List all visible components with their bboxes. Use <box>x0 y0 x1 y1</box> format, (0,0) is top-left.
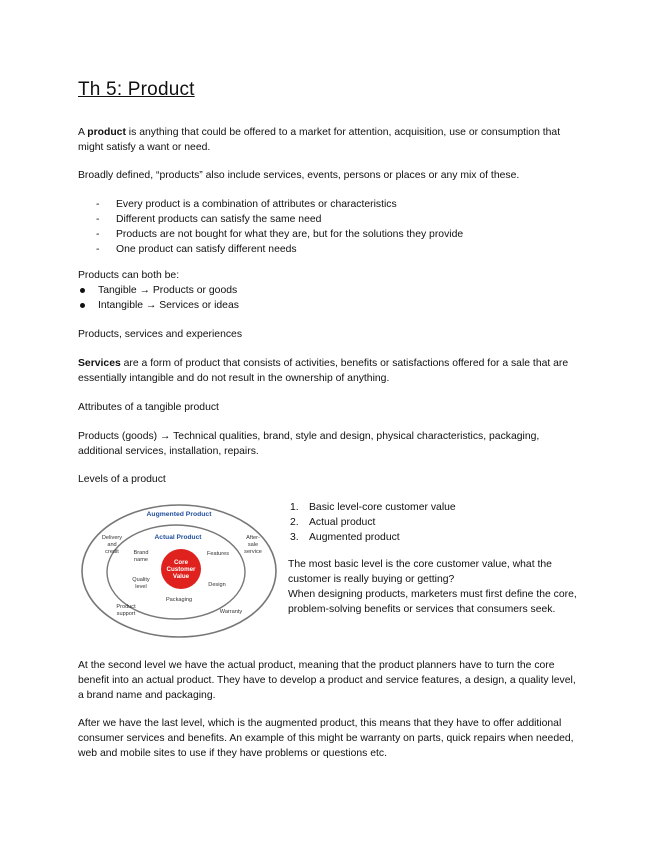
actual-label: Actual Product <box>154 534 202 541</box>
broadly-paragraph: Broadly defined, “products” also include services, events, persons or places or any mix of these. <box>78 170 520 181</box>
list-item: - Products are not bought for what they are, but for the solutions they provide <box>96 229 464 240</box>
bullet-icon <box>80 303 85 308</box>
levels-list <box>290 500 456 545</box>
after-sale-label-3: service <box>244 549 262 555</box>
services-paragraph: Services are a form of product that consists of activities, benefits or satisfactions offered for a sale that are essentially intangible and do not result in the ownership of anything. <box>78 358 569 384</box>
list-item: - Every product is a combination of attributes or characteristics <box>96 199 397 210</box>
dash-list <box>96 197 463 257</box>
warranty-label: Warranty <box>219 609 243 615</box>
core-paragraph: The most basic level is the core customer value, what the customer is really buying or getting? <box>288 559 552 585</box>
quality-label-1: Quality <box>132 577 150 583</box>
bullet-list <box>78 283 239 313</box>
attributes-heading: Attributes of a tangible product <box>78 402 219 413</box>
list-item: Tangible → Products or goods <box>78 283 239 298</box>
list-item: 1. Basic level-core customer value <box>290 502 456 513</box>
list-item: - One product can satisfy different needs <box>96 244 297 255</box>
intro-paragraph: A product is anything that could be offered to a market for attention, acquisition, use or consumption that might satisfy a want or need. <box>78 127 561 153</box>
levels-heading: Levels of a product <box>78 474 166 485</box>
brand-label-1: Brand <box>133 550 149 556</box>
services-term: Services <box>78 358 121 369</box>
list-item: 3. Augmented product <box>290 532 400 543</box>
core-label-2: Customer <box>166 566 196 573</box>
support-label-1: Product <box>116 604 136 610</box>
goods-paragraph: Products (goods) → Technical qualities, brand, style and design, physical characteristics, packaging, additional services, installation, repairs. <box>78 431 540 457</box>
product-levels-diagram <box>78 494 280 644</box>
second-level-paragraph: At the second level we have the actual product, meaning that the product planners have to turn the core benefit into an actual product. They have to develop a product and service features, a design, a quality level, a brand name and packaging. <box>78 660 576 701</box>
pse-heading: Products, services and experiences <box>78 329 243 340</box>
both-be-heading: Products can both be: <box>78 270 180 281</box>
product-term: product <box>87 127 126 138</box>
list-item: 2. Actual product <box>290 517 376 528</box>
designing-paragraph: When designing products, marketers must first define the core, problem-solving benefits or services that consumers seek. <box>288 589 577 615</box>
core-label-1: Core <box>173 559 189 566</box>
augmented-label: Augmented Product <box>146 511 212 518</box>
quality-label-2: level <box>135 584 147 590</box>
packaging-label: Packaging <box>165 597 193 603</box>
support-label-2: support <box>116 611 136 617</box>
core-explanation <box>288 557 578 617</box>
features-label: Features <box>206 551 230 557</box>
augmented-paragraph: After we have the last level, which is the augmented product, this means that they have to offer additional consumer services and benefits. An example of this might be warranty on parts, quick repairs when needed, web and mobile sites to use if they have problems or questions etc. <box>78 718 574 759</box>
delivery-label-3: credit <box>105 549 119 555</box>
delivery-label-2: and <box>107 542 117 548</box>
list-item: - Different products can satisfy the same need <box>96 214 322 225</box>
delivery-label-1: Delivery <box>101 535 123 541</box>
after-sale-label-2: sale <box>247 542 259 548</box>
page-title: Th 5: Product <box>78 79 195 100</box>
core-label-3: Value <box>172 573 190 580</box>
bullet-icon <box>80 288 85 293</box>
brand-label-2: name <box>134 557 148 563</box>
after-sale-label-1: After- <box>246 535 260 541</box>
design-label: Design <box>208 582 226 588</box>
list-item: Intangible → Services or ideas <box>78 298 239 313</box>
